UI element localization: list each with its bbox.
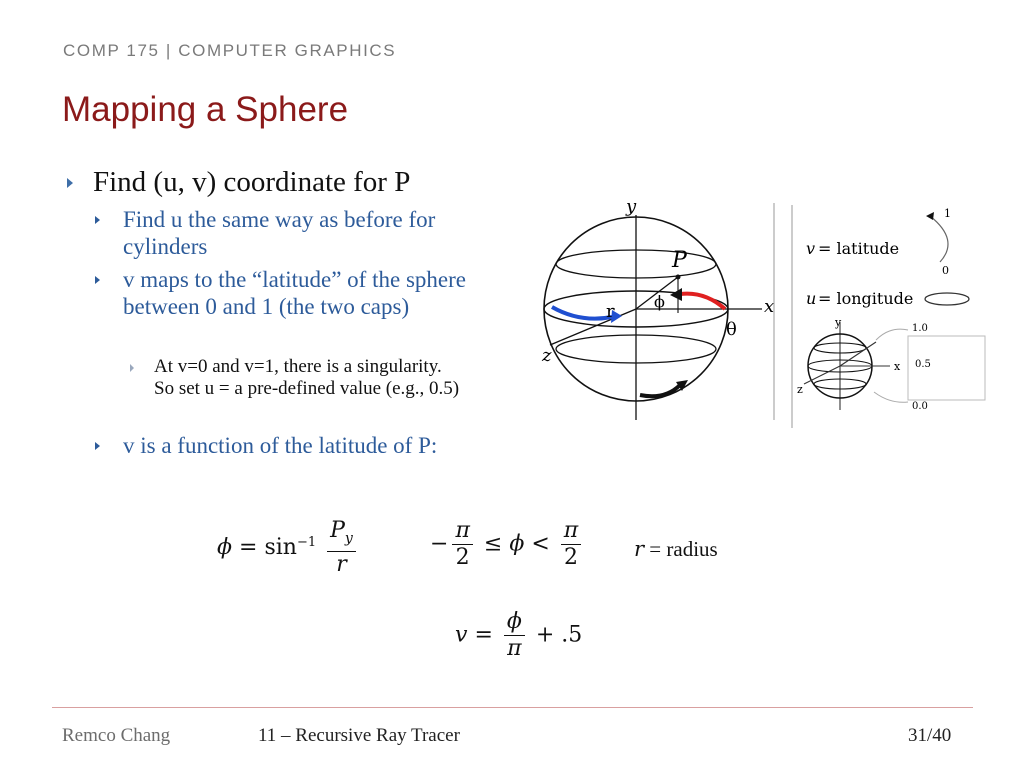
axis-label-x: x (764, 296, 775, 317)
sphere-diagram (540, 195, 780, 425)
u-longitude-text: = longitude (818, 289, 914, 308)
footer-divider (52, 707, 973, 708)
bullet-level2: v is a function of the latitude of P: (123, 433, 438, 458)
theta-label: θ (726, 319, 737, 340)
radius-definition: r = radius (634, 537, 718, 561)
bullet-arrow-icon (67, 178, 73, 188)
slide-title: Mapping a Sphere (62, 90, 349, 129)
bullet-arrow-icon (130, 364, 134, 372)
bullet-level1: Find (u, v) coordinate for P (93, 166, 411, 198)
small-axis-y: y (835, 316, 842, 329)
small-axis-x: x (894, 360, 901, 373)
bullet-arrow-icon (95, 276, 100, 284)
v-symbol: v (806, 239, 816, 258)
footer-lecture-title: 11 – Recursive Ray Tracer (258, 725, 460, 746)
point-label: P (672, 248, 687, 273)
scale-label-0: 0.0 (912, 401, 928, 412)
axis-label-z: z (542, 345, 552, 366)
course-header: COMP 175 | COMPUTER GRAPHICS (63, 41, 397, 60)
scale-label-1: 1.0 (912, 323, 928, 334)
top-one-label: 1 (944, 207, 951, 220)
phi-label: ϕ (654, 292, 665, 311)
footer-author: Remco Chang (62, 725, 171, 746)
bullet-level3: At v=0 and v=1, there is a singularity. So set u = a pre-defined value (e.g., 0.5) (154, 356, 460, 399)
small-axis-z: z (797, 383, 803, 396)
bullet-level2: Find u the same way as before for cylinders (123, 207, 436, 259)
equation-phi: $\phi = \sin^{-1}$ $\frac{P_y}{r}$ (217, 518, 360, 578)
top-zero-label: 0 (942, 264, 949, 277)
equation-v: v = $\frac{\phi}{\pi}$ + .5 (455, 609, 583, 661)
uv-mapping-diagram (790, 200, 990, 432)
scale-label-05: 0.5 (915, 359, 931, 370)
equation-phi-range: − $\frac{\pi}{2}$ ≤ ϕ < $\frac{\pi}{2}$ (430, 518, 585, 571)
v-latitude-text: = latitude (818, 239, 900, 258)
bullet-arrow-icon (95, 216, 100, 224)
bullet-arrow-icon (95, 442, 100, 450)
axis-label-y: y (626, 196, 637, 217)
u-symbol: u (806, 289, 817, 308)
bullet-level2: v maps to the “latitude” of the sphere between 0 and 1 (the two caps) (123, 267, 466, 319)
radius-label: r (606, 301, 615, 322)
page-number: 31/40 (908, 725, 952, 746)
